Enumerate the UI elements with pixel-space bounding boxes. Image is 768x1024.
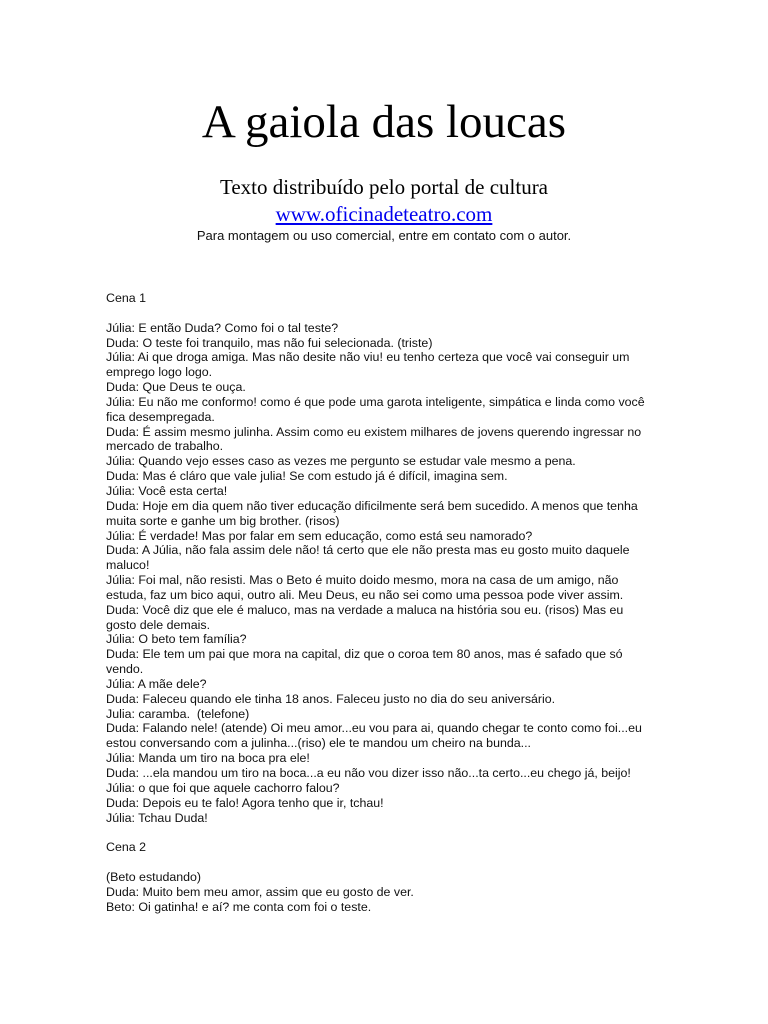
dialogue-line: Júlia: Tchau Duda! [106, 810, 208, 825]
dialogue-line: Beto: Oi gatinha! e aí? me conta com foi o teste. [106, 899, 372, 914]
dialogue-line: Duda: É assim mesmo julinha. Assim como eu existem milhares de jovens querendo ingressar no [106, 424, 642, 439]
portal-link[interactable]: www.oficinadeteatro.com [275, 202, 493, 226]
dialogue-line: muita sorte e ganhe um big brother. (risos) [106, 513, 340, 528]
dialogue-line: Júlia: Foi mal, não resisti. Mas o Beto é muito doido mesmo, mora na casa de um amigo, não [106, 573, 619, 588]
dialogue-line: Júlia: O beto tem família? [106, 632, 247, 647]
blank-line [106, 825, 666, 840]
dialogue-line: Júlia: É verdade! Mas por falar em sem educação, como está seu namorado? [106, 528, 533, 543]
dialogue-line: Duda: Muito bem meu amor, assim que eu gosto de ver. [106, 884, 414, 899]
dialogue-line: Duda: Falando nele! (atende) Oi meu amor...eu vou para ai, quando chegar te conto como foi...eu [106, 721, 642, 736]
scene-heading: Cena 2 [106, 840, 146, 855]
dialogue-line: Duda: Depois eu te falo! Agora tenho que ir, tchau! [106, 795, 384, 810]
dialogue-line: gosto dele demais. [106, 617, 211, 632]
dialogue-line: mercado de trabalho. [106, 439, 224, 454]
dialogue-line: Júlia: A mãe dele? [106, 676, 207, 691]
dialogue-line: Duda: Ele tem um pai que mora na capital, diz que o coroa tem 80 anos, mas é safado que só [106, 647, 623, 662]
script-body [106, 291, 666, 914]
dialogue-line: fica desempregada. [106, 409, 215, 424]
dialogue-line: Duda: O teste foi tranquilo, mas não fui selecionada. (triste) [106, 335, 433, 350]
dialogue-line: Júlia: E então Duda? Como foi o tal teste? [106, 320, 339, 335]
dialogue-line: Duda: ...ela mandou um tiro na boca...a eu não vou dizer isso não...ta certo...eu chego já, beijo! [106, 766, 631, 780]
dialogue-line: Duda: Hoje em dia quem não tiver educação dificilmente será bem sucedido. A menos que tenha [106, 498, 638, 513]
dialogue-line: vendo. [106, 662, 144, 677]
dialogue-line: Júlia: Ai que droga amiga. Mas não desite não viu! eu tenho certeza que você vai conseguir um [106, 350, 630, 365]
dialogue-line: Duda: Faleceu quando ele tinha 18 anos. Faleceu justo no dia do seu aniversário. [106, 691, 556, 706]
dialogue-line: Julia: caramba. (telefone) [106, 706, 250, 721]
dialogue-line: Duda: Mas é cláro que vale julia! Se com estudo já é difícil, imagina sem. [106, 469, 508, 484]
dialogue-line: estuda, faz um bico aqui, outro ali. Meu Deus, eu não sei como uma pessoa pode viver assim. [106, 587, 624, 602]
dialogue-line: Júlia: Eu não me conformo! como é que pode uma garota inteligente, simpática e linda como você [106, 394, 645, 409]
blank-line [106, 855, 666, 870]
portal-link-container [0, 200, 768, 228]
dialogue-line: (Beto estudando) [106, 869, 202, 884]
document-subtitle: Texto distribuído pelo portal de cultura [219, 175, 549, 199]
dialogue-line: emprego logo logo. [106, 365, 213, 380]
dialogue-line: Duda: Você diz que ele é maluco, mas na verdade a maluca na história sou eu. (risos) Mas eu [106, 602, 624, 617]
blank-line [106, 306, 666, 321]
document-title: A gaiola das loucas [201, 96, 567, 148]
dialogue-line: estou conversando com a julinha...(riso) ele te mandou um cheiro na bunda... [106, 736, 531, 751]
dialogue-line: maluco! [106, 558, 150, 573]
copyright-notice: Para montagem ou uso comercial, entre em contato com o autor. [196, 228, 572, 243]
dialogue-line: Júlia: o que foi que aquele cachorro falou? [106, 780, 340, 795]
dialogue-line: Duda: Que Deus te ouça. [106, 380, 246, 395]
dialogue-line: Júlia: Quando vejo esses caso as vezes me pergunto se estudar vale mesmo a pena. [106, 454, 576, 469]
scene-heading: Cena 1 [106, 291, 146, 305]
dialogue-line: Júlia: Manda um tiro na boca pra ele! [106, 751, 310, 766]
dialogue-line: Duda: A Júlia, não fala assim dele não! tá certo que ele não presta mas eu gosto muito daquele [106, 543, 630, 558]
dialogue-line: Júlia: Você esta certa! [106, 483, 228, 498]
